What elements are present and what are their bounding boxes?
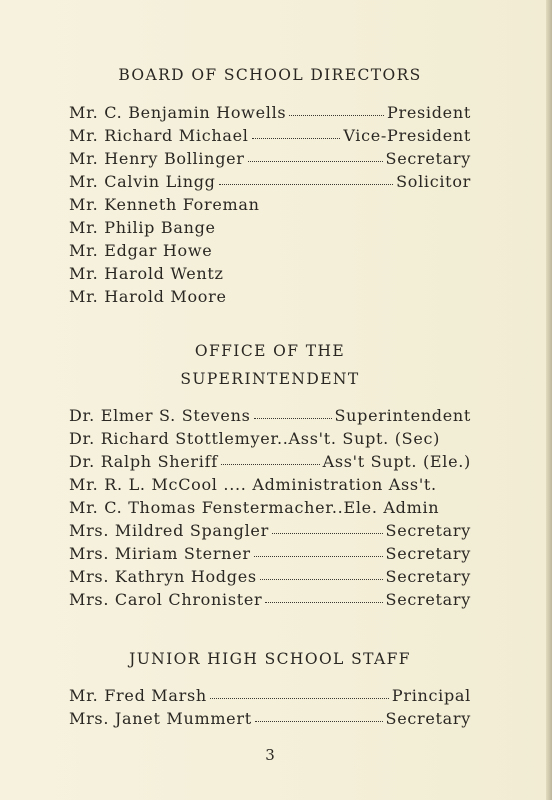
junior-high-member-row (69, 686, 471, 708)
dot-leader (210, 697, 389, 699)
junior-high-heading: JUNIOR HIGH SCHOOL STAFF (129, 650, 411, 668)
superintendent-heading-line1: OFFICE OF THE (194, 342, 346, 360)
office-member-row (69, 406, 471, 428)
dot-leader (254, 417, 332, 419)
member-name: Dr. Ralph Sheriff (69, 452, 218, 471)
superintendent-heading-line2: SUPERINTENDENT (180, 370, 360, 388)
office-member-row (69, 452, 471, 474)
member-name: Mr. Fred Marsh (69, 686, 207, 705)
board-member-row (69, 149, 471, 171)
dot-leader (221, 463, 320, 465)
board-member-row (69, 126, 471, 148)
board-member-row (69, 195, 471, 217)
office-member-row (69, 567, 471, 589)
member-name: Mr. R. L. McCool .... Administration Ass't. (69, 475, 437, 494)
page-edge (546, 0, 552, 800)
member-role: Ass't Supt. (Ele.) (322, 452, 471, 471)
member-name: Mr. C. Thomas Fenstermacher..Ele. Admin (69, 498, 440, 517)
dot-leader (265, 601, 382, 603)
board-member-row (69, 241, 471, 263)
board-member-row (69, 103, 471, 125)
member-name: Mr. Calvin Lingg (69, 172, 216, 191)
page-number: 3 (265, 746, 275, 764)
member-name: Dr. Richard Stottlemyer..Ass't. Supt. (Sec) (69, 429, 441, 448)
dot-leader (219, 183, 393, 185)
dot-leader (255, 720, 383, 722)
junior-high-member-row (69, 709, 471, 731)
member-name: Mrs. Kathryn Hodges (69, 567, 257, 586)
board-member-row (69, 287, 471, 309)
member-name: Mr. Philip Bange (69, 218, 216, 237)
board-member-row (69, 172, 471, 194)
member-role: Vice-President (343, 126, 471, 145)
member-name: Mr. Edgar Howe (69, 241, 213, 260)
member-role: President (387, 103, 471, 122)
member-role: Principal (391, 686, 471, 705)
member-name: Mr. Richard Michael (69, 126, 249, 145)
office-member-row (69, 521, 471, 543)
member-role: Secretary (385, 590, 471, 609)
member-role: Superintendent (334, 406, 471, 425)
board-member-row (69, 264, 471, 286)
board-heading: BOARD OF SCHOOL DIRECTORS (118, 66, 422, 84)
member-name: Mr. C. Benjamin Howells (69, 103, 287, 122)
member-role: Secretary (385, 521, 471, 540)
dot-leader (248, 160, 383, 162)
dot-leader (272, 532, 383, 534)
member-name: Mrs. Carol Chronister (69, 590, 263, 609)
office-member-row (69, 498, 471, 520)
member-name: Mr. Harold Moore (69, 287, 227, 306)
member-name: Mrs. Mildred Spangler (69, 521, 269, 540)
member-name: Mr. Harold Wentz (69, 264, 224, 283)
member-name: Mr. Henry Bollinger (69, 149, 245, 168)
member-role: Secretary (385, 149, 471, 168)
member-name: Mrs. Janet Mummert (69, 709, 252, 728)
member-role: Secretary (385, 709, 471, 728)
office-member-row (69, 544, 471, 566)
member-role: Solicitor (396, 172, 471, 191)
office-member-row (69, 429, 471, 451)
dot-leader (254, 555, 383, 557)
member-role: Secretary (385, 567, 471, 586)
office-member-row (69, 475, 471, 497)
dot-leader (260, 578, 383, 580)
member-role: Secretary (385, 544, 471, 563)
dot-leader (252, 137, 341, 139)
dot-leader (289, 114, 384, 116)
board-member-row (69, 218, 471, 240)
office-member-row (69, 590, 471, 612)
member-name: Mr. Kenneth Foreman (69, 195, 260, 214)
member-name: Mrs. Miriam Sterner (69, 544, 251, 563)
member-name: Dr. Elmer S. Stevens (69, 406, 251, 425)
